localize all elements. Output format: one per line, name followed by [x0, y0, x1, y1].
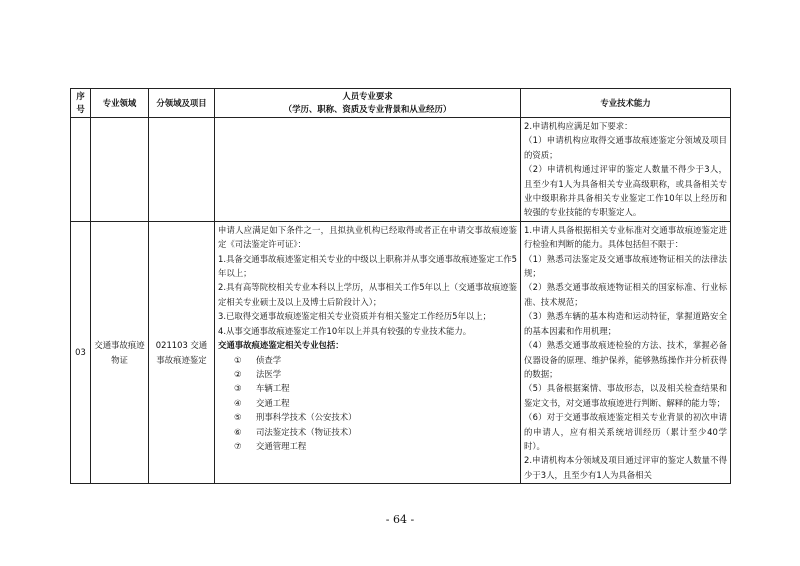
- major-name: 侦查学: [256, 354, 282, 365]
- qualification-table: [70, 88, 731, 484]
- header-subdomain: 分领域及项目: [149, 89, 215, 118]
- requirement-paragraph: 2.具有高等院校相关专业本科以上学历，从事相关工作5年以上（交通事故痕迹鉴定相关专业硕士及以上及博士后阶段计入）；: [218, 282, 517, 307]
- list-item: [218, 353, 517, 367]
- header-req-line2: （学历、职称、资质及专业背景和从业经历）: [283, 104, 452, 114]
- row-requirements: [215, 221, 521, 483]
- major-name: 刑事科学技术（公安技术）: [256, 412, 357, 423]
- major-name: 法医学: [256, 368, 282, 379]
- major-number: ①: [234, 354, 242, 365]
- major-name: 交通工程: [256, 397, 290, 408]
- list-item: [218, 439, 517, 453]
- majors-title: 交通事故痕迹鉴定相关专业包括：: [218, 340, 344, 351]
- table-header-row: [71, 89, 731, 118]
- cont-requirements-cell: [215, 118, 521, 222]
- header-domain: 专业领域: [91, 89, 149, 118]
- major-name: 交通管理工程: [256, 440, 307, 451]
- ability-paragraph: （3）熟悉车辆的基本构造和运动特征，掌握道路安全的基本因素和作用机理；: [524, 311, 727, 336]
- table-row: [71, 221, 731, 483]
- ability-paragraph: 2.申请机构应满足如下要求：: [524, 121, 633, 131]
- cont-seq-cell: [71, 118, 91, 222]
- ability-paragraph: （4）熟悉交通事故痕迹检验的方法、技术，掌握必备仪器设备的原理、维护保养，能够熟练操作并分析获得的数据；: [524, 340, 727, 379]
- ability-paragraph: （1）申请机构应取得交通事故痕迹鉴定分领域及项目的资质；: [524, 135, 727, 160]
- major-number: ⑤: [234, 412, 242, 423]
- ability-paragraph: （6）对于交通事故痕迹鉴定相关专业背景的初次申请的申请人，应有相关系统培训经历（累计至少40学时）。: [524, 412, 727, 451]
- table-row: [71, 118, 731, 222]
- cont-subdomain-cell: [149, 118, 215, 222]
- major-number: ④: [234, 397, 242, 408]
- major-number: ⑦: [234, 440, 242, 451]
- page-number: - 64 -: [385, 513, 415, 526]
- major-number: ③: [234, 383, 242, 394]
- cont-ability-cell: [521, 118, 731, 222]
- ability-paragraph: （5）具备根据案情、事故形态，以及相关检查结果和鉴定文书，对交通事故痕迹进行判断、解释的能力等；: [524, 383, 727, 408]
- row-seq: 03: [71, 221, 91, 483]
- row-domain: 交通事故痕迹物证: [91, 221, 149, 483]
- list-item: [218, 425, 517, 439]
- list-item: [218, 396, 517, 410]
- requirement-paragraph: 1.具备交通事故痕迹鉴定相关专业的中级以上职称并从事交通事故痕迹鉴定工作5年以上；: [218, 253, 517, 279]
- ability-paragraph: （2）申请机构通过评审的鉴定人数量不得少于3人，且至少有1人为具备相关专业高级职称，或具备相关专业中级职称并具备相关专业鉴定工作10年以上经历和较强的专业技能的专职鉴定人。: [524, 164, 727, 218]
- row-subdomain: 021103 交通事故痕迹鉴定: [149, 221, 215, 483]
- major-number: ⑥: [234, 426, 242, 437]
- major-name: 车辆工程: [256, 383, 290, 394]
- requirement-paragraph: 申请人应满足如下条件之一，且拟执业机构已经取得或者正在申请交事故痕迹鉴定《司法鉴定许可证》：: [218, 224, 517, 250]
- cont-domain-cell: [91, 118, 149, 222]
- header-req-line1: 人员专业要求: [342, 91, 393, 101]
- ability-paragraph: 1.申请人具备根据相关专业标准对交通事故痕迹鉴定进行检验和判断的能力。具体包括但不限于：: [524, 224, 727, 250]
- requirement-paragraph: 3.已取得交通事故痕迹鉴定相关专业资质并有相关鉴定工作经历5年以上；: [218, 311, 491, 322]
- list-item: [218, 367, 517, 381]
- ability-paragraph: （2）熟悉交通事故痕迹物证相关的国家标准、行业标准、技术规范；: [524, 282, 727, 307]
- ability-paragraph: （1）熟悉司法鉴定及交通事故痕迹物证相关的法律法规；: [524, 253, 727, 279]
- requirement-paragraph: 4.从事交通事故痕迹鉴定工作10年以上并具有较强的专业技术能力。: [218, 325, 472, 336]
- ability-paragraph: 2.申请机构本分领域及项目通过评审的鉴定人数量不得少于3人，且至少有1人为具备相关: [524, 455, 727, 480]
- major-name: 司法鉴定技术（物证技术）: [256, 426, 357, 437]
- list-item: [218, 410, 517, 424]
- list-item: [218, 381, 517, 395]
- major-number: ②: [234, 368, 242, 379]
- row-ability: [521, 221, 731, 483]
- header-requirements: [215, 89, 521, 118]
- header-ability: 专业技术能力: [521, 89, 731, 118]
- header-seq: 序号: [71, 89, 91, 118]
